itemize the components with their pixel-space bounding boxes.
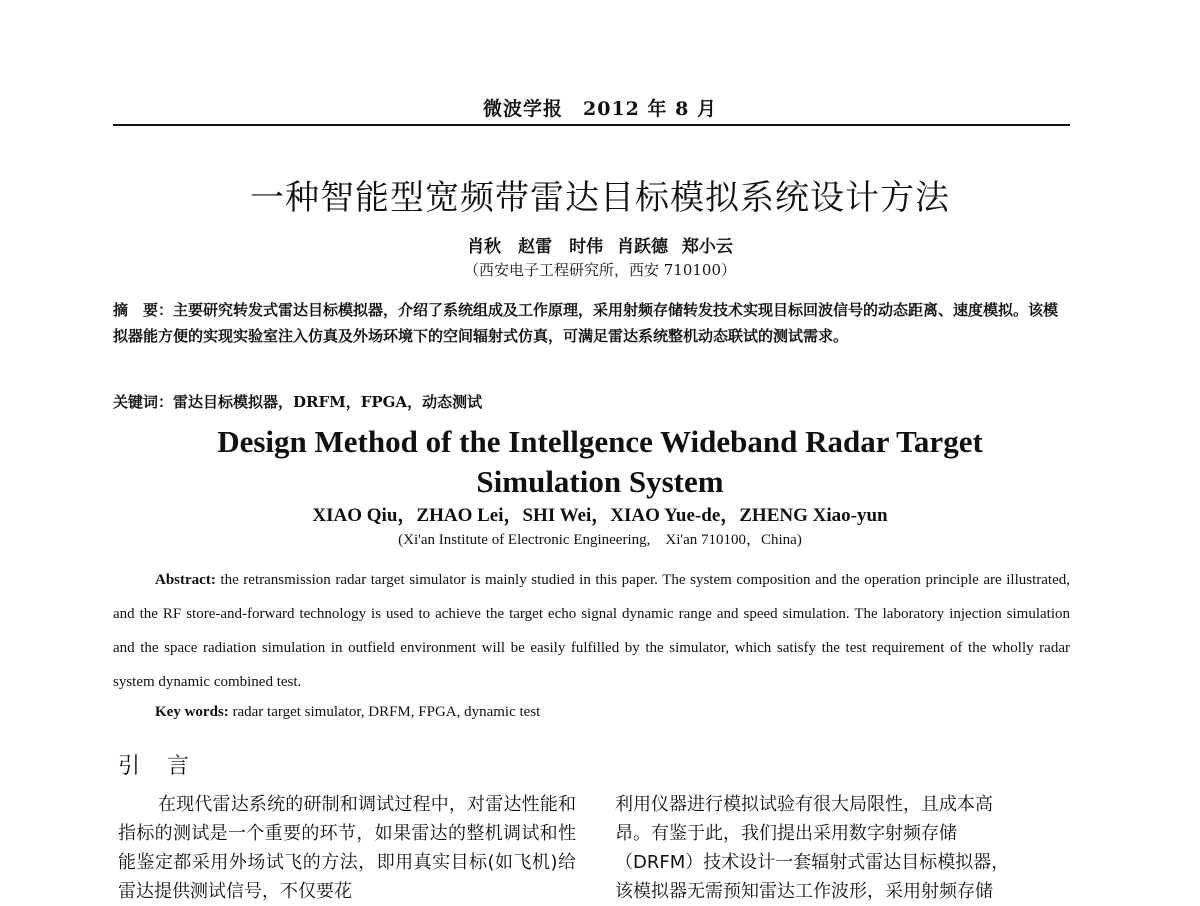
body-right-line: 昂。有鉴于此，我们提出采用数字射频存储 <box>615 823 957 844</box>
english-title-line-1: Design Method of the Intellgence Wideband Radar Target <box>217 424 983 459</box>
body-left-column: 在现代雷达系统的研制和调试过程中，对雷达性能和指标的测试是一个重要的环节，如果雷达的整机调试和性能鉴定都采用外场试飞的方法，即用真实目标(如飞机)给雷达提供测试信号，不仅要花 <box>118 794 576 902</box>
english-title <box>0 422 1200 502</box>
chinese-keywords-label: 关键词： <box>113 393 174 411</box>
chinese-keywords-text: 雷达目标模拟器，DRFM，FPGA，动态测试 <box>173 393 483 411</box>
chinese-title: 一种智能型宽频带雷达目标模拟系统设计方法 <box>250 178 950 218</box>
english-keywords-label: Key words: <box>155 704 229 720</box>
chinese-abstract-text: 主要研究转发式雷达目标模拟器，介绍了系统组成及工作原理，采用射频存储转发技术实现目标回波信号的动态距离、速度模拟。该模拟器能方便的实现实验室注入仿真及外场环境下的空间辐射式仿真，可满足雷达系统整机动态联试的测试需求。 <box>113 301 1059 345</box>
english-abstract-label: Abstract: <box>155 572 216 588</box>
chinese-abstract <box>113 297 1070 349</box>
chinese-keywords <box>113 389 1070 415</box>
journal-header: 微波学报 2012 年 8 月 <box>483 98 717 120</box>
body-right-line: （DRFM）技术设计一套辐射式雷达目标模拟器， <box>615 852 1010 873</box>
chinese-authors: 肖秋 赵雷 时伟 肖跃德 郑小云 <box>467 237 733 257</box>
header-rule <box>113 124 1070 126</box>
chinese-affiliation: （西安电子工程研究所，西安 710100） <box>463 261 737 279</box>
english-abstract <box>113 563 1070 699</box>
body-right-line: 利用仪器进行模拟试验有很大局限性，且成本高 <box>615 794 993 815</box>
chinese-abstract-label: 摘 要： <box>113 301 174 319</box>
english-affiliation: (Xi'an Institute of Electronic Engineering, Xi'an 710100，China) <box>398 532 802 548</box>
english-keywords-text: radar target simulator, DRFM, FPGA, dynamic test <box>228 704 541 720</box>
english-keywords <box>155 704 1070 721</box>
english-title-line-2: Simulation System <box>476 464 724 499</box>
section-heading-introduction: 引 言 <box>118 754 189 779</box>
english-abstract-text: the retransmission radar target simulator is mainly studied in this paper. The system composition and the operation principle are illustrated, and the RF store-and-forward technology is used to achieve the target echo signal dynamic range and speed simulation. The laboratory injection simulation and the space radiation simulation in outfield environment will be easily fulfilled by the simulator, which satisfy the test requirement of the wholly radar system dynamic combined test. <box>113 572 1070 690</box>
body-right-line: 该模拟器无需预知雷达工作波形，采用射频存储 <box>615 881 993 902</box>
body-right-column <box>615 790 1071 906</box>
english-authors: XIAO Qiu，ZHAO Lei，SHI Wei，XIAO Yue-de，ZHENG Xiao-yun <box>312 505 888 526</box>
